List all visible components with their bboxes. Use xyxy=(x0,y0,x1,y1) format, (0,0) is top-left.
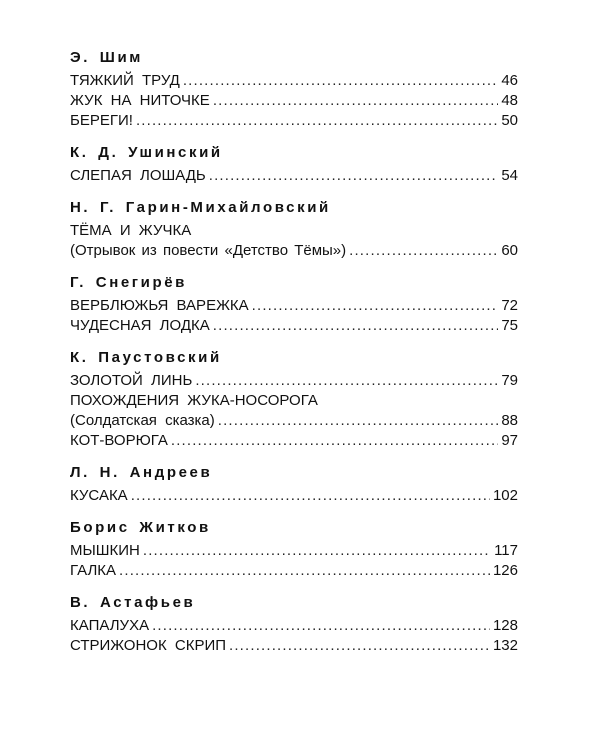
toc-section xyxy=(70,48,518,131)
toc-section xyxy=(70,143,518,186)
page-number: 117 xyxy=(494,542,518,559)
table-of-contents xyxy=(70,48,518,668)
toc-entry[interactable] xyxy=(70,616,518,636)
toc-entry[interactable] xyxy=(70,486,518,506)
toc-section xyxy=(70,593,518,656)
dot-leader xyxy=(213,91,499,111)
dot-leader xyxy=(136,111,498,131)
entry-title: СТРИЖОНОК СКРИП xyxy=(70,637,227,654)
entry-title: ЗОЛОТОЙ ЛИНЬ xyxy=(70,372,193,389)
page-number: 50 xyxy=(501,112,518,129)
toc-section xyxy=(70,348,518,451)
entry-title: ГАЛКА xyxy=(70,562,117,579)
entry-title: БЕРЕГИ! xyxy=(70,112,133,129)
entry-title: МЫШКИН xyxy=(70,542,140,559)
page-number: 72 xyxy=(501,297,518,314)
toc-entry[interactable] xyxy=(70,296,518,316)
page-number: 88 xyxy=(501,412,518,429)
page-number: 128 xyxy=(492,617,518,634)
toc-entry[interactable] xyxy=(70,411,518,431)
page-number: 60 xyxy=(501,242,518,259)
dot-leader xyxy=(252,296,499,316)
entry-title: КАПАЛУХА xyxy=(70,617,150,634)
toc-section xyxy=(70,273,518,336)
dot-leader xyxy=(209,166,499,186)
page-number: 126 xyxy=(492,562,518,579)
toc-section xyxy=(70,198,518,261)
toc-entry[interactable] xyxy=(70,541,518,561)
author-name: К. Д. Ушинский xyxy=(70,144,223,161)
dot-leader xyxy=(349,241,498,261)
author-name: Л. Н. Андреев xyxy=(70,464,213,481)
entry-subtitle: (Отрывок из повести «Детство Тёмы») xyxy=(70,242,347,259)
toc-entry[interactable] xyxy=(70,636,518,656)
toc-entry[interactable] xyxy=(70,71,518,91)
page-number: 46 xyxy=(501,72,518,89)
toc-section xyxy=(70,463,518,506)
toc-section xyxy=(70,518,518,581)
toc-entry[interactable] xyxy=(70,111,518,131)
dot-leader xyxy=(171,431,498,451)
author-name: Г. Снегирёв xyxy=(70,274,187,291)
page-number: 79 xyxy=(501,372,518,389)
entry-subtitle: (Солдатская сказка) xyxy=(70,412,215,429)
toc-entry[interactable] xyxy=(70,241,518,261)
author-name: Э. Шим xyxy=(70,49,143,66)
entry-title-line: ТЁМА И ЖУЧКА xyxy=(70,222,192,239)
dot-leader xyxy=(143,541,491,561)
page-number: 132 xyxy=(492,637,518,654)
author-name: В. Астафьев xyxy=(70,594,196,611)
page-number: 97 xyxy=(501,432,518,449)
entry-title-line: ПОХОЖДЕНИЯ ЖУКА-НОСОРОГА xyxy=(70,392,318,409)
dot-leader xyxy=(195,371,498,391)
entry-title: КОТ-ВОРЮГА xyxy=(70,432,168,449)
dot-leader xyxy=(152,616,490,636)
entry-title: ЧУДЕСНАЯ ЛОДКА xyxy=(70,317,210,334)
toc-entry[interactable] xyxy=(70,91,518,111)
entry-title: ВЕРБЛЮЖЬЯ ВАРЕЖКА xyxy=(70,297,249,314)
page-number: 48 xyxy=(501,92,518,109)
dot-leader xyxy=(131,486,490,506)
toc-entry[interactable] xyxy=(70,316,518,336)
toc-entry[interactable] xyxy=(70,166,518,186)
author-name: К. Паустовский xyxy=(70,349,222,366)
dot-leader xyxy=(119,561,490,581)
entry-title: СЛЕПАЯ ЛОШАДЬ xyxy=(70,167,206,184)
dot-leader xyxy=(183,71,498,91)
author-name: Борис Житков xyxy=(70,519,211,536)
toc-entry[interactable] xyxy=(70,371,518,391)
entry-title: ЖУК НА НИТОЧКЕ xyxy=(70,92,210,109)
dot-leader xyxy=(229,636,490,656)
toc-entry[interactable] xyxy=(70,561,518,581)
toc-entry[interactable] xyxy=(70,431,518,451)
page-number: 102 xyxy=(492,487,518,504)
author-name: Н. Г. Гарин-Михайловский xyxy=(70,199,331,216)
entry-title: КУСАКА xyxy=(70,487,128,504)
entry-title: ТЯЖКИЙ ТРУД xyxy=(70,72,180,89)
dot-leader xyxy=(218,411,499,431)
page-number: 54 xyxy=(501,167,518,184)
page-number: 75 xyxy=(501,317,518,334)
dot-leader xyxy=(213,316,499,336)
